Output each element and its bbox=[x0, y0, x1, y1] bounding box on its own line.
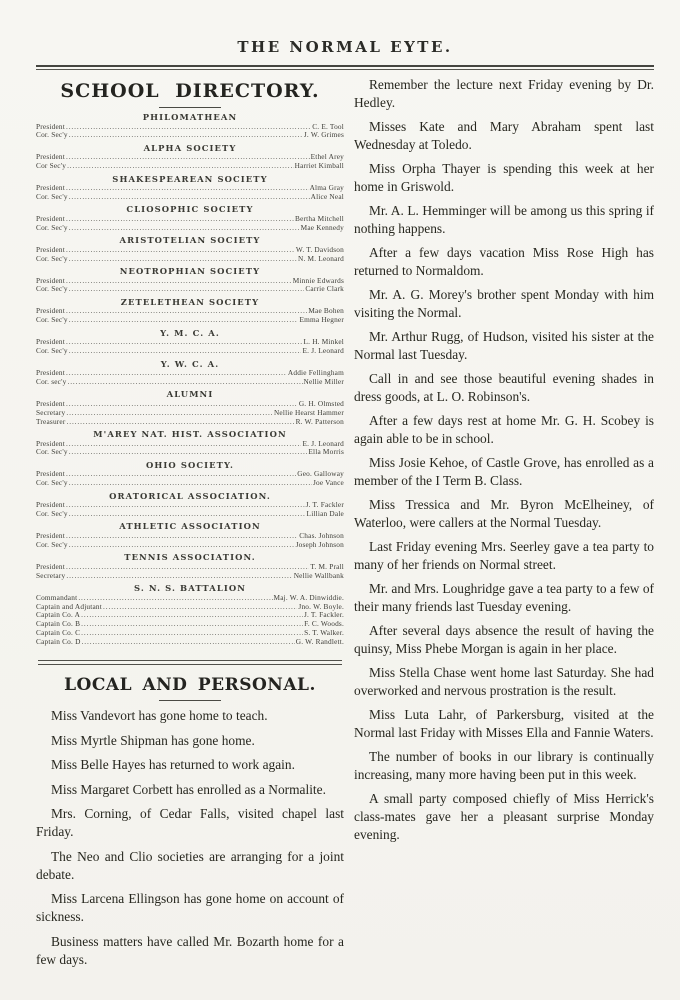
officer-name: Minnie Edwards bbox=[292, 275, 344, 285]
officer-name: Jno. W. Boyle. bbox=[298, 601, 344, 611]
office-label: Captain Co. D bbox=[36, 637, 81, 647]
officer-name: Joe Vance bbox=[312, 478, 344, 488]
office-label: Cor. Sec'y bbox=[36, 222, 68, 232]
office-label: Cor Sec'y bbox=[36, 161, 67, 171]
officer-name: F. C. Woods. bbox=[304, 619, 344, 629]
directory-row bbox=[36, 316, 344, 325]
news-paragraph: Call in and see those beautiful evening shades in dress goods, at L. O. Robinson's. bbox=[354, 371, 654, 404]
office-label: President bbox=[36, 500, 65, 510]
office-label: President bbox=[36, 121, 65, 131]
directory-section bbox=[36, 521, 344, 549]
dotted-leader bbox=[66, 572, 292, 581]
dotted-leader bbox=[69, 448, 308, 457]
news-paragraph: Miss Josie Kehoe, of Castle Grove, has enrolled as a member of the I Term B. Class. bbox=[354, 455, 654, 488]
dotted-leader bbox=[67, 418, 295, 427]
directory-row bbox=[36, 255, 344, 264]
office-label: President bbox=[36, 306, 65, 316]
directory-row bbox=[36, 347, 344, 356]
office-label: President bbox=[36, 398, 65, 408]
news-paragraph: Miss Margaret Corbett has enrolled as a Normalite. bbox=[51, 781, 326, 797]
directory-section bbox=[36, 328, 344, 356]
society-heading: Y. M. C. A. bbox=[160, 327, 220, 338]
directory-section bbox=[36, 174, 344, 202]
news-paragraph: After several days absence the result of having the quinsy, Miss Phebe Morgan is again in her place. bbox=[354, 623, 654, 656]
directory-row bbox=[36, 501, 344, 510]
officer-name: E. J. Leonard bbox=[302, 346, 344, 356]
officer-name: Mae Kennedy bbox=[300, 222, 344, 232]
society-heading: ARISTOTELIAN SOCIETY bbox=[119, 235, 261, 246]
directory-section bbox=[36, 491, 344, 519]
dotted-leader bbox=[69, 131, 303, 140]
directory-section bbox=[36, 359, 344, 387]
directory-row bbox=[36, 620, 344, 629]
officer-name: G. W. Randlett. bbox=[295, 637, 344, 647]
office-label: President bbox=[36, 469, 65, 479]
directory-row bbox=[36, 638, 344, 647]
dotted-leader bbox=[69, 479, 312, 488]
office-label: Commandant bbox=[36, 592, 78, 602]
office-label: Captain Co. B bbox=[36, 619, 81, 629]
office-label: Captain and Adjutant bbox=[36, 601, 103, 611]
office-label: President bbox=[36, 337, 65, 347]
officer-name: Ella Morris bbox=[308, 447, 344, 457]
news-paragraph: Mr. and Mrs. Loughridge gave a tea party to a few of their many friends last Tuesday evening. bbox=[354, 581, 654, 614]
officer-name: E. J. Leonard bbox=[302, 438, 344, 448]
officer-name: Addie Fellingham bbox=[287, 368, 344, 377]
columns bbox=[36, 76, 654, 975]
dotted-leader bbox=[67, 378, 302, 387]
officer-name: Nellie Miller bbox=[303, 376, 344, 386]
office-label: Cor. Sec'y bbox=[36, 509, 68, 519]
dotted-leader bbox=[81, 629, 303, 638]
officer-name: Nellie Wallbank bbox=[293, 570, 344, 580]
directory-row bbox=[36, 369, 344, 378]
officer-name: Nellie Hearst Hammer bbox=[273, 407, 344, 417]
society-heading: TENNIS ASSOCIATION. bbox=[124, 552, 256, 563]
news-paragraph: Miss Belle Hayes has returned to work again. bbox=[51, 757, 295, 773]
directory-row bbox=[36, 611, 344, 620]
society-heading: ORATORICAL ASSOCIATION. bbox=[109, 490, 271, 501]
society-heading: ATHLETIC ASSOCIATION bbox=[119, 521, 261, 532]
news-paragraph: Miss Vandevort has gone home to teach. bbox=[51, 708, 268, 724]
dotted-leader bbox=[66, 563, 309, 572]
office-label: President bbox=[36, 244, 65, 254]
local-personal-title-rule bbox=[159, 700, 221, 701]
dotted-leader bbox=[78, 594, 272, 603]
dotted-leader bbox=[66, 123, 311, 132]
society-heading: ZETELETHEAN SOCIETY bbox=[120, 296, 260, 307]
society-heading: ALUMNI bbox=[166, 389, 214, 400]
office-label: President bbox=[36, 183, 65, 193]
officer-name: J. W. Grimes bbox=[303, 130, 344, 140]
directory-row bbox=[36, 448, 344, 457]
office-label: Cor. Sec'y bbox=[36, 315, 68, 325]
dotted-leader bbox=[67, 162, 294, 171]
officer-name: J. T. Fackler bbox=[305, 500, 344, 510]
officer-name: T. M. Prall bbox=[310, 561, 344, 571]
dotted-leader bbox=[69, 193, 310, 202]
officer-name: S. T. Walker. bbox=[304, 628, 344, 638]
right-column bbox=[354, 76, 654, 975]
dotted-leader bbox=[82, 638, 295, 647]
directory-row bbox=[36, 224, 344, 233]
directory-section bbox=[36, 583, 344, 647]
news-paragraph: After a few days vacation Miss Rose High has returned to Normaldom. bbox=[354, 245, 654, 278]
directory-row bbox=[36, 603, 344, 612]
dotted-leader bbox=[103, 603, 297, 612]
directory-row bbox=[36, 479, 344, 488]
news-paragraph: Miss Luta Lahr, of Parkersburg, visited at the Normal last Friday with Misses Ella and Fannie Waters. bbox=[354, 707, 654, 740]
officer-name: Carrie Clark bbox=[305, 284, 344, 294]
dotted-leader bbox=[66, 184, 309, 193]
office-label: Cor. Sec'y bbox=[36, 478, 68, 488]
dotted-leader bbox=[69, 285, 305, 294]
officer-name: Bertha Mitchell bbox=[295, 213, 344, 223]
directory-section bbox=[36, 389, 344, 426]
society-heading: ALPHA SOCIETY bbox=[143, 142, 237, 153]
directory-row bbox=[36, 541, 344, 550]
dotted-leader bbox=[66, 501, 305, 510]
office-label: President bbox=[36, 530, 65, 540]
dotted-leader bbox=[81, 611, 303, 620]
directory-section bbox=[36, 429, 344, 457]
news-paragraph: The number of books in our library is continually increasing, many more having been put in this week. bbox=[354, 749, 654, 782]
dotted-leader bbox=[69, 541, 295, 550]
dotted-leader bbox=[66, 338, 303, 347]
news-paragraph: Misses Kate and Mary Abraham spent last Wednesday at Toledo. bbox=[354, 119, 654, 152]
directory-row bbox=[36, 418, 344, 427]
officer-name: Lillian Dale bbox=[306, 509, 344, 519]
news-paragraph: A small party composed chiefly of Miss Herrick's class-mates gave her a pleasant surprise Monday evening. bbox=[354, 791, 654, 842]
directory-row bbox=[36, 184, 344, 193]
dotted-leader bbox=[69, 510, 306, 519]
officer-name: Maj. W. A. Dinwiddie. bbox=[273, 592, 344, 602]
dotted-leader bbox=[66, 215, 294, 224]
dotted-leader bbox=[66, 470, 296, 479]
office-label: Cor. sec'y bbox=[36, 376, 67, 386]
dotted-leader bbox=[66, 409, 273, 418]
officer-name: Ethel Arey bbox=[310, 152, 344, 162]
directory-row bbox=[36, 123, 344, 132]
dotted-leader bbox=[66, 307, 307, 316]
local-personal-title: LOCAL AND PERSONAL. bbox=[64, 675, 316, 696]
school-directory-title: SCHOOL DIRECTORY. bbox=[60, 80, 320, 102]
office-label: Secretary bbox=[36, 570, 66, 580]
office-label: Cor. Sec'y bbox=[36, 447, 68, 457]
office-label: President bbox=[36, 152, 65, 162]
news-paragraph: Miss Larcena Ellingson has gone home on account of sickness. bbox=[36, 891, 344, 925]
officer-name: Geo. Galloway bbox=[297, 469, 344, 479]
office-label: President bbox=[36, 368, 65, 377]
office-label: President bbox=[36, 213, 65, 223]
office-label: Secretary bbox=[36, 407, 66, 417]
directory-section bbox=[36, 235, 344, 263]
office-label: Captain Co. A bbox=[36, 610, 81, 620]
society-heading: OHIO SOCIETY. bbox=[146, 459, 234, 470]
news-paragraph: After a few days rest at home Mr. G. H. Scobey is again able to be in school. bbox=[354, 413, 654, 446]
society-heading: M'AREY NAT. HIST. ASSOCIATION bbox=[93, 429, 287, 440]
officer-name: Joseph Johnson bbox=[295, 539, 344, 549]
officer-name: J. T. Fackler. bbox=[303, 610, 344, 620]
dotted-leader bbox=[66, 277, 292, 286]
news-paragraph: Remember the lecture next Friday evening by Dr. Hedley. bbox=[354, 77, 654, 110]
office-label: Cor. Sec'y bbox=[36, 192, 68, 202]
news-paragraph: Last Friday evening Mrs. Seerley gave a tea party to many of her friends on Normal street. bbox=[354, 539, 654, 572]
directory-row bbox=[36, 470, 344, 479]
officer-name: Alma Gray bbox=[309, 183, 344, 193]
officer-name: Harriet Kimball bbox=[294, 161, 344, 171]
left-column bbox=[36, 76, 344, 975]
news-paragraph: Mr. Arthur Rugg, of Hudson, visited his sister at the Normal last Tuesday. bbox=[354, 329, 654, 362]
directory-section bbox=[36, 297, 344, 325]
section-divider-rule bbox=[38, 660, 342, 665]
society-heading: SHAKESPEAREAN SOCIETY bbox=[112, 173, 268, 184]
office-label: Cor. Sec'y bbox=[36, 346, 68, 356]
dotted-leader bbox=[66, 440, 302, 449]
news-paragraph: Miss Orpha Thayer is spending this week at her home in Griswold. bbox=[354, 161, 654, 194]
directory-row bbox=[36, 572, 344, 581]
news-paragraph: Mr. A. L. Hemminger will be among us this spring if nothing happens. bbox=[354, 203, 654, 236]
news-paragraph: Mr. A. G. Morey's brother spent Monday with him visiting the Normal. bbox=[354, 287, 654, 320]
society-heading: Y. W. C. A. bbox=[160, 358, 220, 369]
directory-row bbox=[36, 307, 344, 316]
office-label: Captain Co. C bbox=[36, 628, 81, 638]
officer-name: G. H. Olmsted bbox=[298, 398, 344, 408]
directory-section bbox=[36, 204, 344, 232]
society-heading: PHILOMATHEAN bbox=[142, 112, 238, 122]
office-label: President bbox=[36, 275, 65, 285]
news-paragraph: Mrs. Corning, of Cedar Falls, visited chapel last Friday. bbox=[36, 806, 344, 840]
directory-row bbox=[36, 338, 344, 347]
news-paragraph: Miss Tressica and Mr. Byron McElheiney, of Waterloo, were callers at the Normal Tuesday. bbox=[354, 497, 654, 530]
officer-name: C. E. Tool bbox=[312, 121, 344, 131]
masthead-title: THE NORMAL EYTE. bbox=[237, 38, 453, 56]
dotted-leader bbox=[69, 255, 297, 264]
news-paragraph: Miss Myrtle Shipman has gone home. bbox=[51, 732, 255, 748]
officer-name: Emma Hegner bbox=[299, 315, 344, 325]
dotted-leader bbox=[66, 369, 287, 378]
officer-name: Mae Bohen bbox=[308, 306, 344, 316]
directory-row bbox=[36, 285, 344, 294]
directory-row bbox=[36, 440, 344, 449]
office-label: Cor. Sec'y bbox=[36, 539, 68, 549]
directory-section bbox=[36, 552, 344, 580]
dotted-leader bbox=[66, 246, 295, 255]
masthead-double-rule bbox=[36, 65, 654, 70]
office-label: Treasurer bbox=[36, 416, 66, 426]
officer-name: Alice Neal bbox=[310, 192, 344, 202]
directory-section bbox=[36, 143, 344, 171]
directory-row bbox=[36, 378, 344, 387]
news-paragraph: The Neo and Clio societies are arranging for a joint debate. bbox=[36, 848, 344, 882]
dotted-leader bbox=[66, 400, 298, 409]
news-paragraph: Business matters have called Mr. Bozarth home for a few days. bbox=[36, 933, 344, 967]
directory-row bbox=[36, 215, 344, 224]
directory-sections bbox=[36, 112, 344, 647]
dotted-leader bbox=[66, 532, 298, 541]
dotted-leader bbox=[81, 620, 303, 629]
directory-section bbox=[36, 266, 344, 294]
society-heading: S. N. S. BATTALION bbox=[134, 583, 246, 594]
dotted-leader bbox=[69, 316, 299, 325]
local-personal-items bbox=[36, 707, 344, 969]
office-label: President bbox=[36, 561, 65, 571]
directory-section bbox=[36, 112, 344, 140]
directory-row bbox=[36, 510, 344, 519]
dotted-leader bbox=[69, 224, 300, 233]
officer-name: Chas. Johnson bbox=[299, 530, 344, 540]
directory-row bbox=[36, 131, 344, 140]
office-label: President bbox=[36, 438, 65, 448]
officer-name: L. H. Minkel bbox=[303, 337, 344, 347]
news-paragraph: Miss Stella Chase went home last Saturday. She had overworked and nervous prostration is the result. bbox=[354, 665, 654, 698]
directory-section bbox=[36, 460, 344, 488]
dotted-leader bbox=[69, 347, 302, 356]
society-heading: NEOTROPHIAN SOCIETY bbox=[119, 266, 261, 277]
directory-row bbox=[36, 193, 344, 202]
office-label: Cor. Sec'y bbox=[36, 130, 68, 140]
officer-name: W. T. Davidson bbox=[295, 244, 344, 254]
officer-name: R. W. Patterson bbox=[295, 416, 344, 426]
office-label: Cor. Sec'y bbox=[36, 284, 68, 294]
directory-title-rule bbox=[159, 107, 221, 108]
dotted-leader bbox=[66, 153, 310, 162]
directory-row bbox=[36, 277, 344, 286]
directory-row bbox=[36, 162, 344, 171]
society-heading: CLIOSOPHIC SOCIETY bbox=[126, 204, 254, 215]
office-label: Cor. Sec'y bbox=[36, 253, 68, 263]
officer-name: N. M. Leonard bbox=[298, 253, 344, 263]
